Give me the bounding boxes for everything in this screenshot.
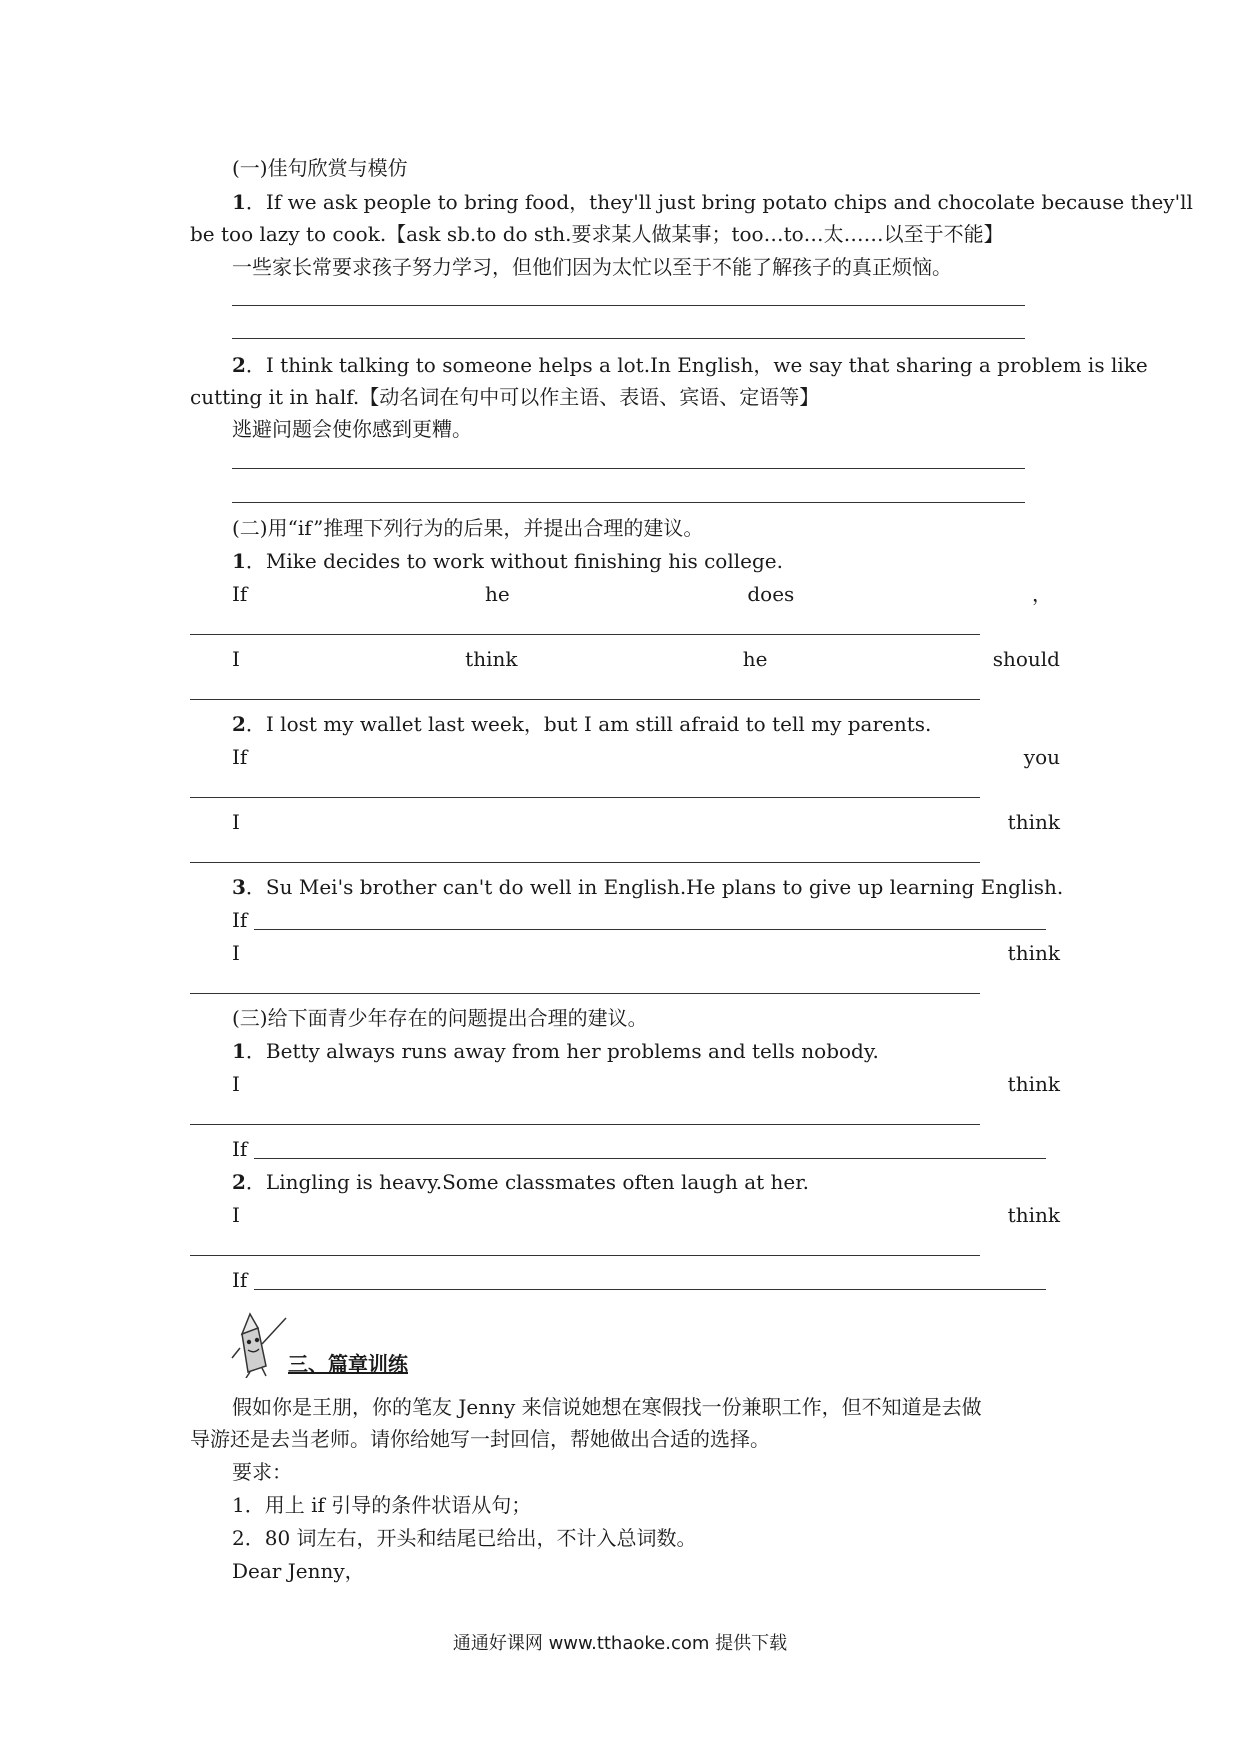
answer-line[interactable]: [190, 699, 980, 700]
word: think: [1007, 1203, 1060, 1227]
answer-line[interactable]: [254, 929, 1046, 930]
item-1: 1．If we ask people to bring food，they'll just bring potato chips and chocolate because they'll: [232, 190, 1193, 214]
page-footer: 通通好课网 www.tthaoke.com 提供下载: [452, 1633, 788, 1654]
requirement-1: 1．用上 if 引导的条件状语从句；: [232, 1493, 532, 1517]
part-title: 三、篇章训练: [288, 1352, 408, 1376]
word: he: [484, 582, 510, 606]
answer-line[interactable]: [190, 993, 980, 994]
question-1: 1．Mike decides to work without finishing his college.: [232, 549, 783, 573]
fill-line-if: [232, 584, 1052, 604]
word: you: [1023, 745, 1060, 769]
fill-line-think: [232, 812, 1060, 832]
item-number: 2: [232, 353, 246, 377]
item-number: 1: [232, 190, 246, 214]
word: think: [1007, 941, 1060, 965]
fill-line-think: [232, 1074, 1060, 1094]
word: should: [992, 647, 1060, 671]
answer-line[interactable]: [190, 1124, 980, 1125]
answer-line[interactable]: [190, 634, 980, 635]
word: ，: [1032, 582, 1052, 606]
question-text: Lingling is heavy.Some classmates often laugh at her.: [265, 1170, 809, 1194]
item-number: 1: [232, 549, 246, 573]
question-text: Mike decides to work without finishing his college.: [265, 549, 783, 573]
question-text: Betty always runs away from her problems and tells nobody.: [265, 1039, 879, 1063]
word: I: [232, 941, 240, 965]
question-2: 2．I lost my wallet last week，but I am still afraid to tell my parents.: [232, 712, 932, 736]
translation-prompt: 一些家长常要求孩子努力学习，但他们因为太忙以至于不能了解孩子的真正烦恼。: [232, 255, 952, 279]
pencil-mascot-icon: [228, 1308, 290, 1378]
answer-line[interactable]: [232, 468, 1025, 469]
question-2: 2．Lingling is heavy.Some classmates often laugh at her.: [232, 1170, 809, 1194]
item-text-cont: cutting it in half.【动名词在句中可以作主语、表语、宾语、定语等】: [190, 385, 820, 409]
word: If: [232, 745, 248, 769]
question-3: 3．Su Mei's brother can't do well in English.He plans to give up learning English.: [232, 875, 1064, 899]
answer-line[interactable]: [232, 338, 1025, 339]
section-heading-1: (一)佳句欣赏与模仿: [232, 156, 408, 180]
word: I: [232, 810, 240, 834]
fill-line-think: [232, 1205, 1060, 1225]
answer-line[interactable]: [254, 1289, 1046, 1290]
answer-line[interactable]: [232, 305, 1025, 306]
item-text-cont: be too lazy to cook.【ask sb.to do sth.要求某人做某事；too…to…太……以至于不能】: [190, 222, 1004, 246]
item-number: 1: [232, 1039, 246, 1063]
word: think: [1007, 1072, 1060, 1096]
word: I: [232, 1203, 240, 1227]
word: he: [742, 647, 768, 671]
word: I: [232, 1072, 240, 1096]
fill-line-if: [232, 747, 1060, 767]
if-label: If: [232, 908, 248, 932]
question-1: 1．Betty always runs away from her problems and tells nobody.: [232, 1039, 879, 1063]
if-label: If: [232, 1137, 248, 1161]
fill-line-think: [232, 649, 1060, 669]
task-paragraph-cont: 导游还是去当老师。请你给她写一封回信，帮她做出合适的选择。: [190, 1427, 770, 1451]
item-2: 2．I think talking to someone helps a lot.In English，we say that sharing a problem is like: [232, 353, 1148, 377]
letter-greeting: Dear Jenny，: [232, 1559, 365, 1583]
answer-line[interactable]: [254, 1158, 1046, 1159]
item-number: 2: [232, 712, 246, 736]
answer-line[interactable]: [232, 502, 1025, 503]
section-heading-3: (三)给下面青少年存在的问题提出合理的建议。: [232, 1006, 648, 1030]
question-text: I lost my wallet last week，but I am still afraid to tell my parents.: [265, 712, 932, 736]
requirement-2: 2．80 词左右，开头和结尾已给出，不计入总词数。: [232, 1526, 697, 1550]
fill-line-think: [232, 943, 1060, 963]
word: does: [747, 582, 795, 606]
word: think: [1007, 810, 1060, 834]
translation-prompt: 逃避问题会使你感到更糟。: [232, 417, 472, 441]
answer-line[interactable]: [190, 862, 980, 863]
task-paragraph: 假如你是王朋，你的笔友 Jenny 来信说她想在寒假找一份兼职工作，但不知道是去做: [232, 1395, 982, 1419]
answer-line[interactable]: [190, 1255, 980, 1256]
item-number: 2: [232, 1170, 246, 1194]
word: If: [232, 582, 248, 606]
item-text: If we ask people to bring food，they'll just bring potato chips and chocolate because they'll: [265, 190, 1193, 214]
section-heading-2: (二)用“if”推理下列行为的后果，并提出合理的建议。: [232, 516, 704, 540]
word: think: [465, 647, 518, 671]
word: I: [232, 647, 240, 671]
question-text: Su Mei's brother can't do well in English.He plans to give up learning English.: [265, 875, 1064, 899]
if-label: If: [232, 1268, 248, 1292]
answer-line[interactable]: [190, 797, 980, 798]
requirements-label: 要求：: [232, 1460, 292, 1484]
item-text: I think talking to someone helps a lot.In English，we say that sharing a problem is like: [265, 353, 1148, 377]
item-number: 3: [232, 875, 246, 899]
